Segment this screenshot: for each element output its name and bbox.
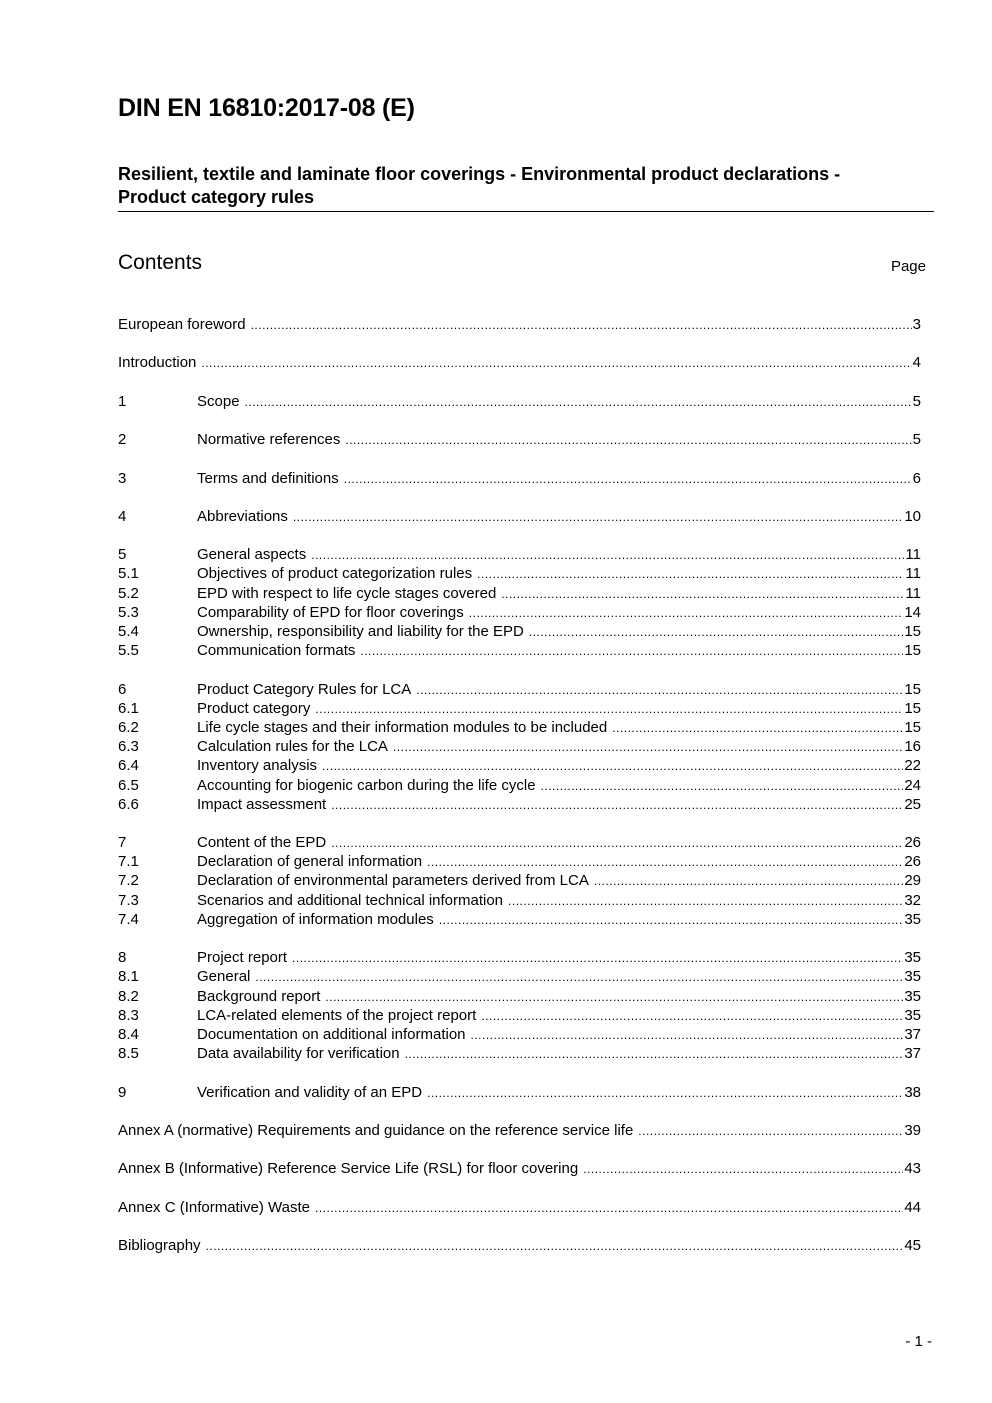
page-column-label: Page bbox=[890, 258, 926, 275]
toc-entry[interactable] bbox=[118, 353, 921, 372]
toc-entry[interactable] bbox=[118, 1044, 921, 1063]
toc-entry-page: 11 bbox=[905, 584, 921, 602]
toc-entry-title: Product Category Rules for LCA bbox=[197, 680, 412, 698]
toc-entry-title: Terms and definitions bbox=[197, 469, 339, 487]
toc-entry-page: 37 bbox=[904, 1045, 921, 1063]
toc-entry-title: Product category bbox=[197, 699, 311, 717]
toc-entry[interactable] bbox=[118, 622, 921, 641]
toc-entry-number: 5.4 bbox=[118, 623, 139, 640]
toc-entry-page: 35 bbox=[904, 987, 921, 1005]
toc-group bbox=[118, 545, 921, 660]
toc-entry-title: European foreword bbox=[118, 316, 246, 333]
toc-entry-number: 8 bbox=[118, 949, 127, 967]
toc-entry-page: 15 bbox=[904, 623, 921, 640]
toc-entry[interactable] bbox=[118, 392, 921, 411]
toc-dot-leader bbox=[325, 988, 903, 1006]
toc-entry-title: General aspects bbox=[197, 546, 307, 564]
toc-dot-leader bbox=[541, 777, 904, 795]
toc-entry-title: Inventory analysis bbox=[197, 757, 318, 775]
toc-entry-page: 25 bbox=[904, 795, 921, 813]
toc-entry-title: Life cycle stages and their information modules to be included bbox=[197, 718, 608, 736]
toc-entry[interactable] bbox=[118, 469, 921, 488]
toc-entry-title: Abbreviations bbox=[197, 507, 288, 525]
toc-entry-number: 6.5 bbox=[118, 776, 139, 794]
toc-dot-leader bbox=[427, 1084, 903, 1102]
toc-entry[interactable] bbox=[118, 545, 921, 564]
toc-entry-title: LCA-related elements of the project report bbox=[197, 1006, 477, 1024]
toc-entry-title: Annex C (Informative) Waste bbox=[118, 1198, 311, 1216]
toc-dot-leader bbox=[638, 1122, 903, 1140]
toc-group bbox=[118, 1198, 921, 1217]
toc-entry-page: 3 bbox=[912, 316, 921, 333]
toc-dot-leader bbox=[612, 719, 903, 737]
toc-entry-number: 5.5 bbox=[118, 642, 139, 660]
toc-entry-page: 45 bbox=[904, 1237, 921, 1254]
toc-entry-page: 4 bbox=[912, 354, 921, 372]
toc-entry[interactable] bbox=[118, 564, 921, 583]
toc-entry[interactable] bbox=[118, 871, 921, 890]
toc-group bbox=[118, 1121, 921, 1140]
toc-entry-page: 6 bbox=[912, 469, 921, 487]
toc-entry-number: 1 bbox=[118, 392, 127, 410]
toc-entry-page: 35 bbox=[904, 1006, 921, 1024]
toc-dot-leader bbox=[315, 1199, 903, 1217]
toc-entry-number: 3 bbox=[118, 469, 127, 487]
toc-dot-leader bbox=[331, 796, 903, 814]
toc-entry-page: 5 bbox=[912, 431, 921, 449]
toc-entry[interactable] bbox=[118, 507, 921, 526]
toc-entry-title: Communication formats bbox=[197, 642, 356, 660]
toc-entry-title: Calculation rules for the LCA bbox=[197, 738, 388, 756]
toc-dot-leader bbox=[469, 604, 904, 622]
toc-entry-number: 5.3 bbox=[118, 603, 139, 621]
toc-entry-number: 7.3 bbox=[118, 891, 139, 909]
toc-entry[interactable] bbox=[118, 718, 921, 737]
toc-entry-title: Scenarios and additional technical information bbox=[197, 891, 504, 909]
toc-group bbox=[118, 315, 921, 334]
toc-entry-page: 26 bbox=[904, 834, 921, 852]
toc-entry[interactable] bbox=[118, 910, 921, 929]
toc-entry-page: 32 bbox=[904, 891, 921, 909]
subtitle-line-2: Product category rules bbox=[118, 187, 315, 207]
toc-entry[interactable] bbox=[118, 641, 921, 660]
toc-entry[interactable] bbox=[118, 1159, 921, 1178]
toc-dot-leader bbox=[393, 738, 903, 756]
toc-dot-leader bbox=[206, 1237, 904, 1255]
toc-entry-title: Declaration of general information bbox=[197, 853, 423, 871]
toc-entry-number: 6.2 bbox=[118, 718, 139, 736]
toc-entry-number: 7 bbox=[118, 834, 127, 852]
toc-dot-leader bbox=[508, 892, 903, 910]
toc-entry[interactable] bbox=[118, 430, 921, 449]
toc-entry-page: 43 bbox=[904, 1160, 921, 1178]
toc-entry[interactable] bbox=[118, 852, 921, 871]
toc-entry[interactable] bbox=[118, 756, 921, 775]
toc-entry-number: 2 bbox=[118, 431, 127, 449]
toc-dot-leader bbox=[322, 757, 903, 775]
toc-entry-page: 37 bbox=[904, 1025, 921, 1043]
toc-entry-title: Content of the EPD bbox=[197, 834, 327, 852]
toc-entry-page: 11 bbox=[905, 565, 921, 583]
toc-entry-title: Verification and validity of an EPD bbox=[197, 1083, 423, 1101]
toc-entry[interactable] bbox=[118, 315, 921, 334]
toc-dot-leader bbox=[245, 393, 912, 411]
toc-dot-leader bbox=[481, 1007, 903, 1025]
document-id: DIN EN 16810:2017-08 (E) bbox=[118, 94, 415, 122]
toc-entry-page: 39 bbox=[904, 1121, 921, 1139]
toc-entry-title: Comparability of EPD for floor coverings bbox=[197, 603, 464, 621]
toc-dot-leader bbox=[471, 1026, 904, 1044]
toc-entry-number: 7.1 bbox=[118, 853, 139, 871]
toc-entry[interactable] bbox=[118, 1121, 921, 1140]
toc-dot-leader bbox=[583, 1160, 903, 1178]
toc-entry-page: 11 bbox=[905, 546, 921, 564]
toc-entry-title: Aggregation of information modules bbox=[197, 910, 434, 928]
toc-entry[interactable] bbox=[118, 1083, 921, 1102]
toc-entry[interactable] bbox=[118, 1236, 921, 1255]
toc-entry[interactable] bbox=[118, 891, 921, 910]
toc-entry-title: Annex A (normative) Requirements and guidance on the reference service life bbox=[118, 1121, 634, 1139]
toc-dot-leader bbox=[439, 911, 904, 929]
toc-dot-leader bbox=[315, 700, 903, 718]
toc-entry-title: Documentation on additional information bbox=[197, 1025, 466, 1043]
toc-entry-title: Annex B (Informative) Reference Service Life (RSL) for floor covering bbox=[118, 1160, 579, 1178]
toc-dot-leader bbox=[594, 872, 903, 890]
toc-entry-number: 9 bbox=[118, 1083, 127, 1101]
toc-entry-page: 15 bbox=[904, 642, 921, 660]
toc-entry-number: 6 bbox=[118, 680, 127, 698]
toc-entry-title: EPD with respect to life cycle stages covered bbox=[197, 584, 497, 602]
toc-entry-title: Normative references bbox=[197, 431, 341, 449]
toc-dot-leader bbox=[293, 508, 903, 526]
toc-group bbox=[118, 507, 921, 526]
toc-entry-number: 6.3 bbox=[118, 738, 139, 756]
toc-dot-leader bbox=[501, 585, 904, 603]
toc-entry-page: 29 bbox=[904, 872, 921, 890]
toc-entry[interactable] bbox=[118, 1025, 921, 1044]
toc-group bbox=[118, 430, 921, 449]
toc-group bbox=[118, 1236, 921, 1255]
toc-entry-page: 24 bbox=[904, 776, 921, 794]
toc-entry-title: Objectives of product categorization rules bbox=[197, 565, 473, 583]
document-subtitle bbox=[118, 163, 934, 212]
toc-dot-leader bbox=[416, 681, 903, 699]
toc-entry-page: 26 bbox=[904, 853, 921, 871]
table-of-contents bbox=[118, 315, 921, 1274]
toc-entry-number: 8.1 bbox=[118, 968, 139, 986]
toc-entry-number: 6.1 bbox=[118, 699, 139, 717]
toc-entry-number: 6.4 bbox=[118, 757, 139, 775]
toc-group bbox=[118, 680, 921, 814]
toc-entry-number: 8.2 bbox=[118, 987, 139, 1005]
toc-entry[interactable] bbox=[118, 833, 921, 852]
toc-entry-page: 44 bbox=[904, 1198, 921, 1216]
toc-entry-page: 35 bbox=[904, 949, 921, 967]
toc-entry-title: Accounting for biogenic carbon during the life cycle bbox=[197, 776, 536, 794]
toc-entry-page: 35 bbox=[904, 968, 921, 986]
toc-entry-page: 14 bbox=[904, 603, 921, 621]
contents-heading: Contents bbox=[118, 251, 203, 274]
toc-entry-title: Ownership, responsibility and liability for the EPD bbox=[197, 623, 524, 640]
toc-entry[interactable] bbox=[118, 699, 921, 718]
toc-group bbox=[118, 1159, 921, 1178]
toc-entry[interactable] bbox=[118, 737, 921, 756]
toc-entry-title: Scope bbox=[197, 392, 240, 410]
toc-dot-leader bbox=[251, 316, 912, 334]
toc-entry-title: General bbox=[197, 968, 251, 986]
toc-group bbox=[118, 948, 921, 1063]
toc-entry[interactable] bbox=[118, 795, 921, 814]
toc-dot-leader bbox=[529, 623, 903, 641]
toc-entry[interactable] bbox=[118, 1006, 921, 1025]
toc-entry-title: Declaration of environmental parameters derived from LCA bbox=[197, 872, 589, 890]
toc-entry[interactable] bbox=[118, 987, 921, 1006]
toc-entry-title: Data availability for verification bbox=[197, 1045, 400, 1063]
toc-group bbox=[118, 392, 921, 411]
toc-dot-leader bbox=[311, 546, 904, 564]
toc-entry-number: 7.2 bbox=[118, 872, 139, 890]
toc-entry-page: 38 bbox=[904, 1083, 921, 1101]
toc-entry[interactable] bbox=[118, 948, 921, 967]
toc-entry-page: 35 bbox=[904, 910, 921, 928]
subtitle-line-1: Resilient, textile and laminate floor coverings - Environmental product declarations - bbox=[118, 164, 841, 184]
toc-entry-page: 10 bbox=[904, 507, 921, 525]
toc-entry-page: 22 bbox=[904, 757, 921, 775]
toc-dot-leader bbox=[201, 354, 911, 372]
toc-entry[interactable] bbox=[118, 584, 921, 603]
toc-entry[interactable] bbox=[118, 680, 921, 699]
toc-entry-number: 7.4 bbox=[118, 910, 139, 928]
toc-entry-number: 8.4 bbox=[118, 1025, 139, 1043]
toc-entry-page: 15 bbox=[904, 718, 921, 736]
toc-entry[interactable] bbox=[118, 1198, 921, 1217]
toc-dot-leader bbox=[345, 431, 911, 449]
toc-entry-page: 15 bbox=[904, 680, 921, 698]
toc-group bbox=[118, 1083, 921, 1102]
toc-entry[interactable] bbox=[118, 603, 921, 622]
toc-dot-leader bbox=[331, 834, 903, 852]
toc-group bbox=[118, 353, 921, 372]
toc-entry-page: 16 bbox=[904, 738, 921, 756]
toc-dot-leader bbox=[427, 853, 903, 871]
toc-entry-number: 5 bbox=[118, 546, 127, 564]
toc-entry-number: 8.5 bbox=[118, 1045, 139, 1063]
toc-dot-leader bbox=[292, 949, 903, 967]
toc-dot-leader bbox=[405, 1045, 904, 1063]
toc-dot-leader bbox=[360, 642, 903, 660]
toc-dot-leader bbox=[255, 968, 903, 986]
toc-entry-title: Introduction bbox=[118, 354, 197, 372]
toc-entry-page: 5 bbox=[912, 392, 921, 410]
toc-entry-number: 8.3 bbox=[118, 1006, 139, 1024]
toc-entry-number: 6.6 bbox=[118, 795, 139, 813]
toc-dot-leader bbox=[344, 470, 912, 488]
toc-group bbox=[118, 833, 921, 929]
toc-group bbox=[118, 469, 921, 488]
toc-entry-title: Background report bbox=[197, 987, 321, 1005]
toc-entry-title: Project report bbox=[197, 949, 288, 967]
toc-entry-page: 15 bbox=[904, 699, 921, 717]
toc-dot-leader bbox=[477, 565, 904, 583]
page-number: - 1 - bbox=[905, 1333, 932, 1350]
toc-entry-title: Bibliography bbox=[118, 1237, 201, 1254]
toc-entry-number: 4 bbox=[118, 507, 127, 525]
toc-entry-number: 5.2 bbox=[118, 584, 139, 602]
toc-entry-title: Impact assessment bbox=[197, 795, 327, 813]
toc-entry[interactable] bbox=[118, 967, 921, 986]
toc-entry[interactable] bbox=[118, 776, 921, 795]
toc-entry-number: 5.1 bbox=[118, 565, 139, 583]
